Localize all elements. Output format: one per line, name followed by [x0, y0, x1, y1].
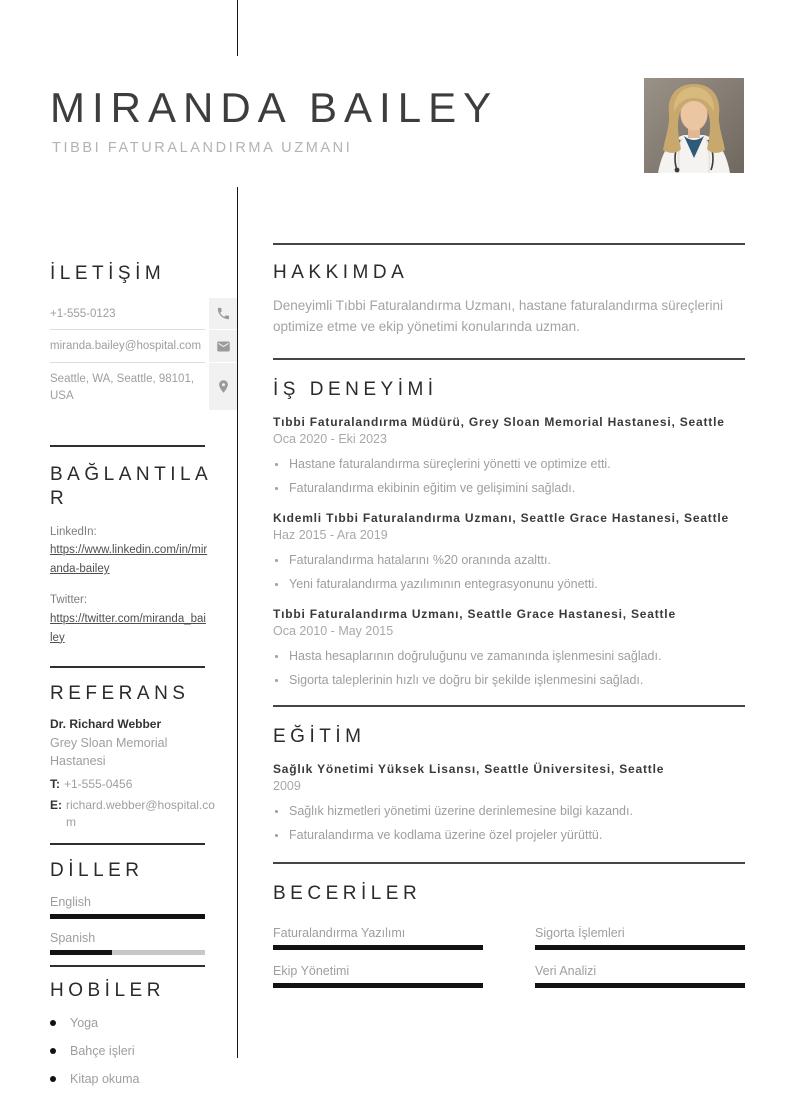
education-entry: [273, 762, 745, 844]
skill-item: [273, 926, 483, 950]
language-item: [50, 895, 237, 919]
skill-level-fill: [535, 983, 745, 988]
job-title: Tıbbi Faturalandırma Müdürü, Grey Sloan Memorial Hastanesi, Seattle: [273, 415, 725, 430]
profile-photo: [644, 78, 744, 173]
bullet-dot-icon: [275, 834, 278, 837]
reference-phone-row: [50, 776, 237, 793]
about-text: Deneyimli Tıbbi Faturalandırma Uzmanı, hastane faturalandırma süreçlerini optimize etme ve ekip yönetimi konularında uzman.: [273, 297, 723, 334]
skill-item: [535, 926, 745, 950]
skill-level-fill: [273, 983, 483, 988]
reference-email-row: [50, 797, 237, 831]
bullet-dot-icon: [275, 559, 278, 562]
job-bullet: [273, 552, 745, 569]
job-bullet-text: Faturalandırma hatalarını %20 oranında azalttı.: [289, 553, 551, 568]
section-divider: [50, 843, 205, 845]
language-level-fill: [50, 950, 112, 955]
phone-icon: [209, 298, 237, 330]
email-icon: [209, 330, 237, 362]
contact-phone-row: [50, 298, 237, 331]
section-divider: [50, 666, 205, 668]
experience-section-heading: İŞ DENEYİMİ: [273, 378, 438, 400]
link-item-twitter: [50, 591, 237, 647]
bullet-dot-icon: [50, 1076, 56, 1082]
bullet-dot-icon: [275, 655, 278, 658]
job-bullet: [273, 456, 745, 473]
job-bullet-text: Hastane faturalandırma süreçlerini yönetti ve optimize etti.: [289, 457, 611, 472]
job-dates: Oca 2010 - May 2015: [273, 623, 394, 638]
hobby-label: Yoga: [70, 1016, 99, 1031]
experience-entry: [273, 511, 745, 593]
education-bullet: [273, 803, 745, 820]
degree-title: Sağlık Yönetimi Yüksek Lisansı, Seattle Üniversitesi, Seattle: [273, 762, 665, 777]
job-bullet: [273, 672, 745, 689]
reference-email-value: richard.webber@hospital.com: [66, 798, 215, 830]
location-pin-icon: [209, 363, 237, 410]
skill-name: Ekip Yönetimi: [273, 963, 350, 978]
skill-level-bar: [273, 983, 483, 988]
skill-name: Veri Analizi: [535, 963, 597, 978]
language-level-fill: [50, 914, 205, 919]
job-title: Tıbbi Faturalandırma Uzmanı, Seattle Grace Hastanesi, Seattle: [273, 606, 676, 621]
hobby-label: Kitap okuma: [70, 1072, 140, 1087]
skill-level-bar: [535, 983, 745, 988]
column-divider-line: [237, 187, 238, 1058]
bullet-dot-icon: [50, 1048, 56, 1054]
link-label: LinkedIn:: [50, 525, 97, 538]
skill-level-fill: [535, 945, 745, 950]
hobby-item: [50, 1072, 237, 1086]
skill-item: [535, 964, 745, 988]
skill-level-fill: [273, 945, 483, 950]
job-bullet-text: Hasta hesaplarının doğruluğunu ve zamanında işlenmesini sağladı.: [289, 648, 662, 663]
skill-level-bar: [273, 945, 483, 950]
page-title: MIRANDA BAILEY: [50, 84, 499, 131]
link-item-linkedin: [50, 523, 237, 579]
language-item: [50, 931, 237, 955]
hobbies-section-heading: HOBİLER: [50, 979, 165, 1001]
job-bullet-text: Faturalandırma ekibinin eğitim ve gelişimini sağladı.: [289, 481, 576, 496]
skill-level-bar: [535, 945, 745, 950]
reference-email-label: E:: [50, 798, 62, 813]
twitter-link[interactable]: https://twitter.com/miranda_bailey: [50, 612, 206, 644]
top-divider-line: [237, 0, 238, 56]
contact-list: [50, 298, 237, 412]
job-dates: Haz 2015 - Ara 2019: [273, 528, 388, 543]
bullet-dot-icon: [50, 1020, 56, 1026]
skill-name: Sigorta İşlemleri: [535, 925, 625, 940]
job-bullet: [273, 480, 745, 497]
link-label: Twitter:: [50, 594, 88, 607]
job-bullet-text: Sigorta taleplerinin hızlı ve doğru bir şekilde işlenmesini sağladı.: [289, 672, 644, 687]
contact-address-value: Seattle, WA, Seattle, 98101, USA: [50, 373, 195, 402]
skill-item: [273, 964, 483, 988]
hobby-item: [50, 1016, 237, 1030]
language-name: Spanish: [50, 930, 96, 945]
job-title-subtitle: TIBBI FATURALANDIRMA UZMANI: [52, 140, 353, 156]
bullet-dot-icon: [275, 487, 278, 490]
main-column: [273, 243, 745, 988]
section-rule: [273, 705, 745, 707]
contact-email-value: miranda.bailey@hospital.com: [50, 330, 205, 363]
reference-organization: Grey Sloan Memorial Hastanesi: [50, 736, 168, 769]
job-dates: Oca 2020 - Eki 2023: [273, 432, 387, 447]
language-level-bar: [50, 950, 205, 955]
section-rule: [273, 358, 745, 360]
education-bullet-text: Sağlık hizmetleri yönetimi üzerine derinlemesine bilgi kazandı.: [289, 804, 633, 819]
languages-section-heading: DİLLER: [50, 859, 144, 881]
hobby-label: Bahçe işleri: [70, 1044, 135, 1059]
job-bullet: [273, 648, 745, 665]
job-title: Kıdemli Tıbbi Faturalandırma Uzmanı, Seattle Grace Hastanesi, Seattle: [273, 511, 729, 526]
bullet-dot-icon: [275, 583, 278, 586]
skill-name: Faturalandırma Yazılımı: [273, 925, 406, 940]
reference-phone-value: +1-555-0456: [64, 776, 133, 791]
bullet-dot-icon: [275, 810, 278, 813]
sidebar: [50, 262, 237, 1086]
section-divider: [50, 965, 205, 967]
contact-email-row: [50, 330, 237, 363]
language-level-bar: [50, 914, 205, 919]
reference-section-heading: REFERANS: [50, 682, 190, 704]
education-bullet: [273, 827, 745, 844]
reference-name: Dr. Richard Webber: [50, 717, 162, 732]
experience-entry: [273, 607, 745, 689]
degree-year: 2009: [273, 779, 301, 794]
linkedin-link[interactable]: https://www.linkedin.com/in/miranda-bailey: [50, 544, 208, 576]
education-section-heading: EĞİTİM: [273, 725, 366, 747]
job-bullet-text: Yeni faturalandırma yazılımının entegrasyonunu yönetti.: [289, 576, 598, 591]
bullet-dot-icon: [275, 463, 278, 466]
contact-section-heading: İLETİŞİM: [50, 263, 166, 284]
section-rule: [273, 243, 745, 245]
job-bullet: [273, 576, 745, 593]
contact-phone-value: +1-555-0123: [50, 298, 205, 331]
hobby-item: [50, 1044, 237, 1058]
about-section-heading: HAKKIMDA: [273, 262, 409, 283]
bullet-dot-icon: [275, 679, 278, 682]
language-name: English: [50, 894, 91, 909]
reference-phone-label: T:: [50, 776, 60, 791]
section-rule: [273, 862, 745, 864]
education-bullet-text: Faturalandırma ve kodlama üzerine özel projeler yürüttü.: [289, 828, 603, 843]
links-section-heading: BAĞLANTILAR: [50, 464, 213, 510]
skills-section-heading: BECERİLER: [273, 883, 422, 905]
experience-entry: [273, 415, 745, 497]
skills-grid: [273, 926, 745, 988]
section-divider: [50, 445, 205, 447]
contact-address-row: [50, 363, 237, 411]
portrait-illustration: [644, 78, 744, 173]
